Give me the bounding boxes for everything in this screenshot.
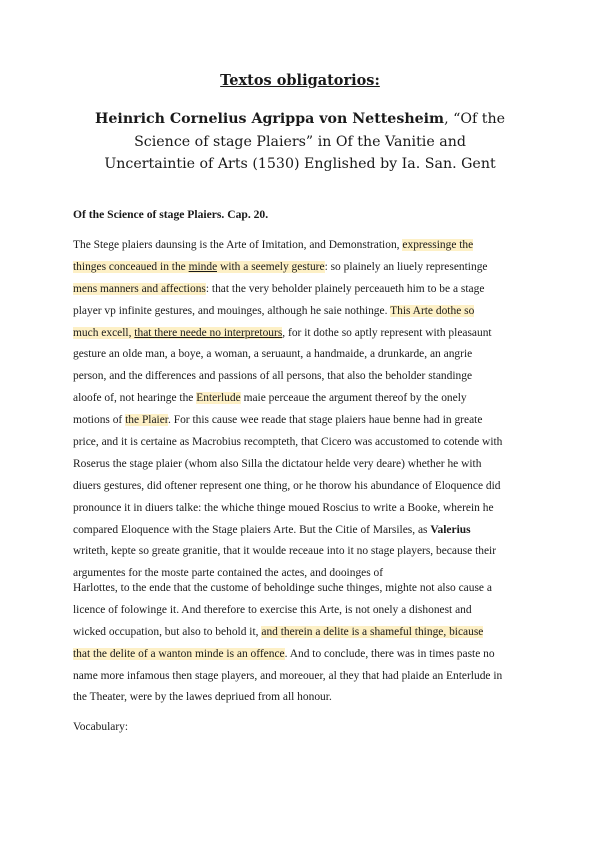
text-line	[73, 644, 529, 666]
highlighted-text: that the delite of a wanton minde is an offence	[73, 647, 285, 660]
reading-citation	[90, 108, 510, 176]
text-line: pronounce it in diuers talke: the whiche thinge moued Roscius to write a Booke, wherein he	[73, 501, 494, 514]
highlighted-text: Enterlude	[196, 392, 241, 405]
text-line	[73, 520, 529, 542]
highlighted-text: much excell	[73, 326, 129, 339]
text-run: The Stege plaiers daunsing is the Arte of Imitation, and Demonstration,	[73, 239, 403, 251]
text-run: . For this cause wee reade that stage plaiers haue benne had in greate	[168, 414, 483, 427]
text-run: : that the very beholder plainely perceaueth him to be a stage	[205, 282, 485, 295]
text-line: Harlottes, to the ende that the custome of beholdinge suche thinges, mighte not also cause a	[73, 582, 492, 594]
text-line	[73, 388, 529, 410]
text-run: maie perceaue the argument thereof by the onely	[240, 392, 467, 405]
text-run: , for it dothe so aptly represent with pleasaunt	[282, 326, 492, 339]
text-line: argumentes for the moste parte contained the actes, and dooinges of	[73, 567, 384, 580]
text-line	[73, 235, 529, 257]
text-line: person, and the differences and passions of all persons, that also the beholder standinge	[73, 370, 473, 383]
underlined-highlighted-text: minde	[188, 260, 218, 273]
paragraph-1	[73, 235, 529, 585]
text-run: player vp infinite gestures, and mouinges, although he saie nothinge.	[73, 304, 391, 317]
highlighted-text: expressinge the	[402, 239, 474, 251]
highlighted-text: with a seemely gesture	[217, 260, 325, 273]
text-line: gesture an olde man, a boye, a woman, a seruaunt, a handmaide, a drunkarde, an angrie	[73, 348, 473, 361]
text-line	[73, 301, 529, 323]
vocabulary-label: Vocabulary:	[73, 721, 129, 733]
highlighted-text: mens manners and affections	[73, 282, 206, 295]
text-run: wicked occupation, but also to behold it,	[73, 625, 262, 638]
text-line	[73, 410, 529, 432]
text-run: aloofe of, not hearinge the	[73, 392, 197, 405]
text-line: price, and it is certaine as Macrobius recompteth, that Cicero was accustomed to cotende with	[73, 436, 503, 449]
underlined-highlighted-text: that there neede no interpretours	[134, 326, 283, 339]
text-run: motions of	[73, 414, 126, 427]
text-line: name more infamous then stage players, and moreouer, al they that had plaide an Enterlude in	[73, 669, 503, 682]
text-line	[73, 323, 529, 345]
text-line	[73, 622, 529, 644]
work-title: , “Of the Science of stage Plaiers” in Of the Vanitie and Uncertaintie of Arts (1530) Englished by Ia. San. Gent	[104, 111, 505, 172]
text-line: writeth, kepte so greate granitie, that it woulde receaue into it no stage players, because their	[73, 545, 497, 558]
text-line: diuers gestures, did oftener represent one thing, or he thorow his abundance of Eloquence did	[73, 479, 501, 492]
text-run: : so plainely an liuely representinge	[324, 260, 488, 273]
paragraph-2	[73, 578, 529, 709]
text-line	[73, 279, 529, 301]
text-line: licence of folowinge it. And therefore to exercise this Arte, is not onely a dishonest and	[73, 603, 472, 616]
author-name: Heinrich Cornelius Agrippa von Nettesheim	[95, 111, 445, 127]
highlighted-text: ,	[128, 326, 135, 339]
highlighted-text: and therein a delite is a shameful thinge, bicause	[261, 625, 484, 638]
text-line: Roserus the stage plaier (whom also Silla the dictatour helde very deare) whether he with	[73, 457, 482, 470]
text-run: compared Eloquence with the Stage plaiers Arte. But the Citie of Marsiles, as	[73, 523, 431, 536]
highlighted-text: thinges conceaued in the	[73, 260, 189, 273]
section-heading: Of the Science of stage Plaiers. Cap. 20.	[73, 208, 269, 221]
text-run: . And to conclude, there was in times paste no	[284, 647, 495, 660]
bold-text: Valerius	[430, 523, 471, 536]
text-line: the Theater, were by the lawes depriued from all honour.	[73, 691, 332, 704]
text-line	[73, 257, 529, 279]
page-title: Textos obligatorios:	[220, 72, 380, 89]
highlighted-text: This Arte dothe so	[390, 304, 475, 317]
highlighted-text: the Plaier	[125, 414, 168, 427]
